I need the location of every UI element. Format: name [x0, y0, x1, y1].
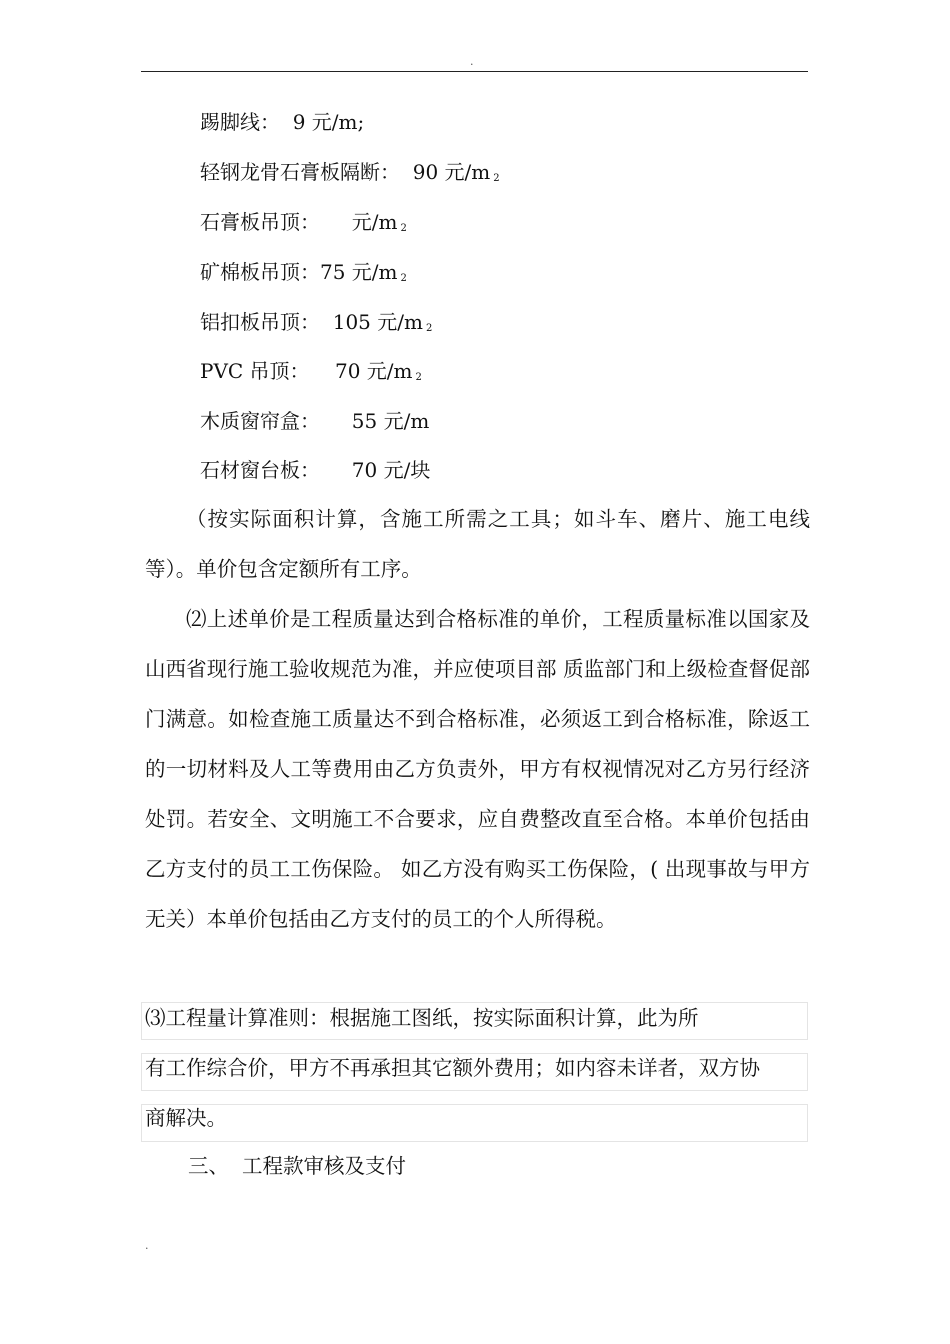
price-line-text: 矿棉板吊顶：75 元/m: [200, 260, 398, 284]
price-line-mineral-wool-ceiling: [200, 258, 407, 286]
section-heading: 三、 工程款审核及支付: [188, 1154, 407, 1178]
price-line-aluminum-ceiling: [200, 308, 432, 336]
price-line-pvc-ceiling: [200, 357, 422, 385]
paragraph-calculation-note: （按实际面积计算，含施工所需之工具；如斗车、磨片、施工电线等）。单价包含定额所有工序。: [145, 507, 810, 581]
quantity-rule-line-1: ⑶工程量计算准则：根据施工图纸，按实际面积计算，此为所: [145, 1006, 699, 1030]
price-line-text: 石膏板吊顶： 元/m: [200, 210, 398, 234]
price-line-unit-exponent: 2: [415, 372, 422, 383]
price-line-text: 木质窗帘盒： 55 元/m: [200, 409, 430, 433]
price-line-unit-exponent: 2: [400, 223, 407, 234]
price-line-unit-exponent: 2: [493, 173, 500, 184]
price-line-text: 轻钢龙骨石膏板隔断： 90 元/m: [200, 160, 491, 184]
quantity-rule-line-3: 商解决。: [145, 1106, 227, 1130]
header-rule: [141, 71, 808, 72]
footer-mark: .: [145, 1239, 149, 1252]
price-line-text: 铝扣板吊顶： 105 元/m: [200, 310, 423, 334]
price-line-text: 踢脚线： 9 元/m;: [200, 110, 365, 134]
quantity-rule-line-2: 有工作综合价，甲方不再承担其它额外费用；如内容未详者，双方协: [145, 1056, 760, 1080]
header-mark: .: [470, 55, 474, 68]
paragraph-quality-standard: ⑵上述单价是工程质量达到合格标准的单价，工程质量标准以国家及山西省现行施工验收规范为准，并应使项目部 质监部门和上级检查督促部门满意。如检查施工质量达不到合格标准，必须返工到合格标准，除返工的一切材料及人工等费用由乙方负责外，甲方有权视情况对乙方另行经济处罚。若安全、文明施工不合要求，应自费整改直至合格。本单价包括由乙方支付的员工工伤保险。 如乙方没有购买工伤保险，( 出现事故与甲方无关）本单价包括由乙方支付的员工的个人所得税。: [145, 607, 810, 931]
price-line-unit-exponent: 2: [425, 323, 433, 334]
table-row: [141, 1104, 808, 1142]
price-line-stone-window-sill: [200, 456, 433, 484]
price-line-unit-exponent: 2: [400, 273, 407, 284]
price-line-wood-curtain-box: [200, 407, 432, 435]
price-line-gypsum-ceiling: [200, 208, 407, 236]
price-line-text: 石材窗台板： 70 元/块: [200, 458, 431, 482]
price-line-text: PVC 吊顶： 70 元/m: [200, 359, 413, 383]
price-line-gypsum-partition: [200, 158, 500, 186]
price-line-baseboard: [200, 108, 367, 136]
